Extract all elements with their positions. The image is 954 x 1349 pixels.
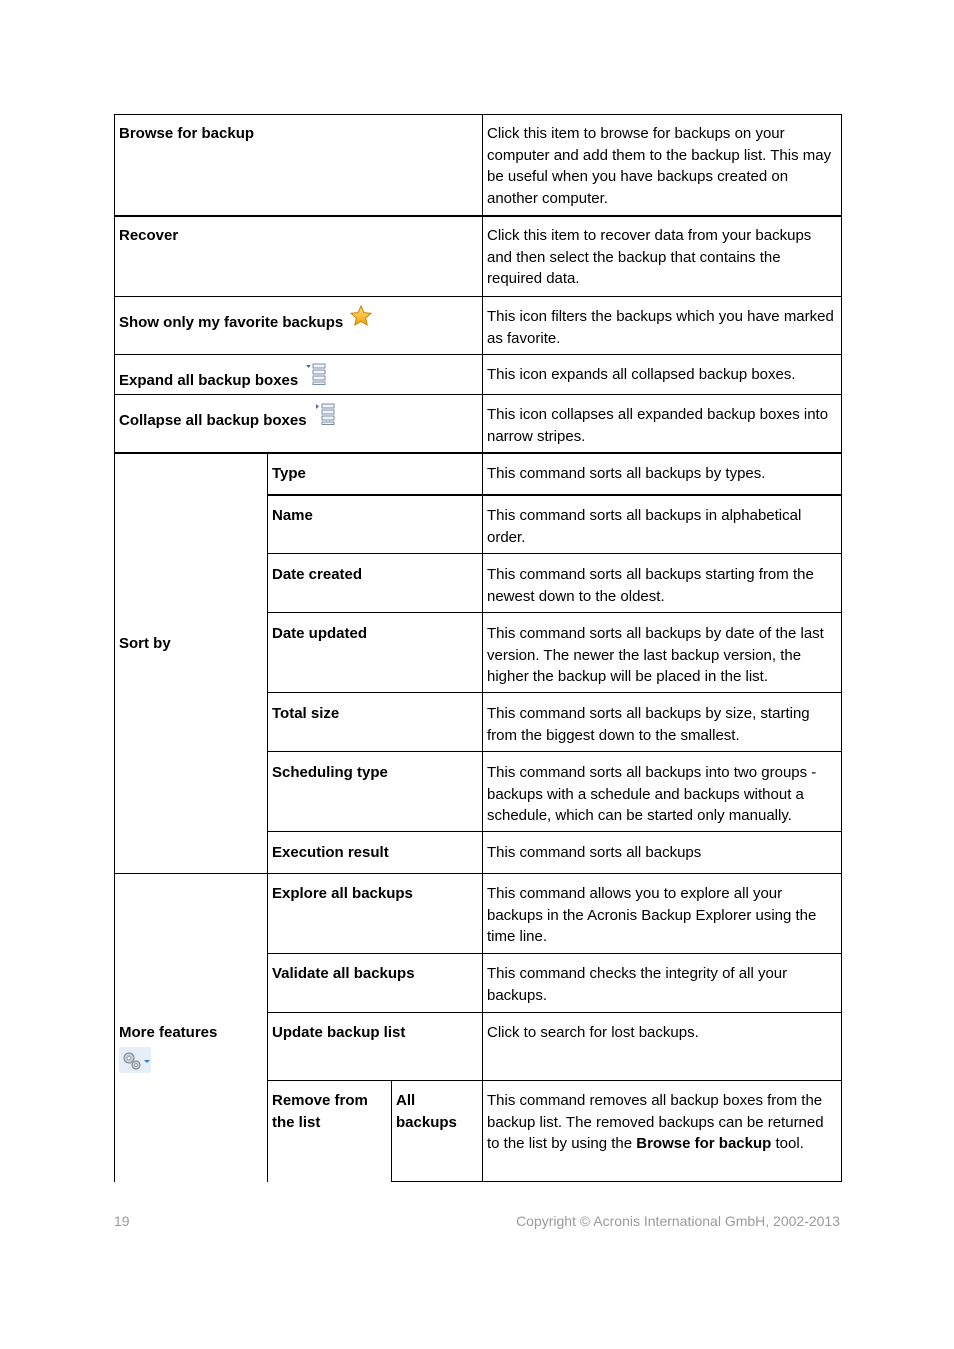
sort-type-label: Type (272, 465, 306, 482)
collapse-all-label: Collapse all backup boxes (119, 412, 307, 430)
row-desc-collapse-all: This icon collapses all expanded backup boxes into narrow stripes. (487, 406, 829, 445)
table-border-bottom (391, 1181, 842, 1182)
copyright-text: Copyright © Acronis International GmbH, 2002-2013 (516, 1213, 840, 1229)
sort-by-label: Sort by (119, 635, 171, 652)
row-divider (114, 873, 842, 874)
row-divider (267, 751, 842, 752)
favorites-label: Show only my favorite backups (119, 314, 344, 332)
remove-desc-bold: Browse for backup (636, 1135, 772, 1152)
row-label-favorites (114, 297, 482, 338)
row-divider (114, 215, 842, 217)
row-desc-favorites: This icon filters the backups which you have marked as favorite. (487, 308, 834, 347)
expand-all-label: Expand all backup boxes (119, 372, 299, 390)
validate-all-label: Validate all backups (272, 965, 415, 982)
sort-date-updated-label: Date updated (272, 625, 368, 642)
row-label-collapse-all (114, 395, 482, 436)
column-divider (391, 1081, 392, 1182)
remove-desc-after: tool. (771, 1135, 804, 1152)
row-divider (267, 692, 842, 693)
row-desc-recover: Click this item to recover data from your backups and then select the backup that contains the required data. (487, 227, 812, 287)
remove-from-list-label: Remove from the list (272, 1092, 368, 1131)
table-border-right (841, 114, 842, 1182)
row-divider (267, 1012, 842, 1013)
row-desc-expand-all: This icon expands all collapsed backup boxes. (487, 366, 796, 383)
expand-list-icon (305, 363, 327, 392)
row-divider (114, 354, 842, 355)
sort-date-created-label: Date created (272, 566, 363, 583)
sort-type-desc: This command sorts all backups by types. (487, 465, 766, 482)
sort-total-size-desc: This command sorts all backups by size, starting from the biggest down to the smallest. (487, 705, 810, 744)
sort-scheduling-type-desc: This command sorts all backups into two groups - backups with a schedule and backups without a schedule, which can be started only manually. (487, 764, 817, 824)
explore-all-label: Explore all backups (272, 885, 413, 902)
sort-date-updated-desc: This command sorts all backups by date of the last version. The newer the last backup version, the higher the backup will be placed in the list. (487, 625, 824, 685)
row-label-browse-for-backup: Browse for backup (119, 125, 255, 142)
row-divider (114, 452, 842, 454)
sort-date-created-desc: This command sorts all backups starting from the newest down to the oldest. (487, 566, 814, 605)
all-backups-label: All backups (396, 1092, 457, 1131)
more-features-label: More features (119, 1024, 218, 1041)
row-desc-browse-for-backup: Click this item to browse for backups on your computer and add them to the backup list. This may be useful when you have backups created on another computer. (487, 125, 832, 207)
row-divider (267, 553, 842, 554)
sort-name-desc: This command sorts all backups in alphabetical order. (487, 507, 802, 546)
explore-all-desc: This command allows you to explore all your backups in the Acronis Backup Explorer using the time line. (487, 885, 817, 945)
collapse-list-icon (314, 403, 336, 432)
column-divider (267, 453, 268, 1182)
gears-icon (119, 1047, 151, 1073)
row-label-recover: Recover (119, 227, 179, 244)
remove-all-desc (482, 1081, 842, 1155)
row-label-expand-all (114, 355, 482, 396)
row-divider (267, 1080, 842, 1081)
remove-desc-before: This command removes all backup boxes from the backup list. The removed backups can be returned to the list by using the (487, 1092, 824, 1152)
sort-name-label: Name (272, 507, 313, 524)
row-divider (267, 494, 842, 496)
sort-total-size-label: Total size (272, 705, 340, 722)
star-icon (350, 305, 372, 334)
table-border-top (114, 114, 842, 115)
sort-scheduling-type-label: Scheduling type (272, 764, 388, 781)
row-divider (267, 612, 842, 613)
row-divider (267, 953, 842, 954)
more-features-cell (114, 1013, 267, 1073)
column-divider (482, 114, 483, 1182)
update-list-desc: Click to search for lost backups. (487, 1024, 699, 1041)
row-divider (267, 831, 842, 832)
sort-execution-result-label: Execution result (272, 844, 389, 861)
validate-all-desc: This command checks the integrity of all your backups. (487, 965, 788, 1004)
sort-execution-result-desc: This command sorts all backups (487, 844, 702, 861)
update-list-label: Update backup list (272, 1024, 406, 1041)
row-divider (114, 394, 842, 395)
page-number: 19 (114, 1213, 130, 1229)
table-border-left (114, 114, 115, 1182)
row-divider (114, 296, 842, 297)
